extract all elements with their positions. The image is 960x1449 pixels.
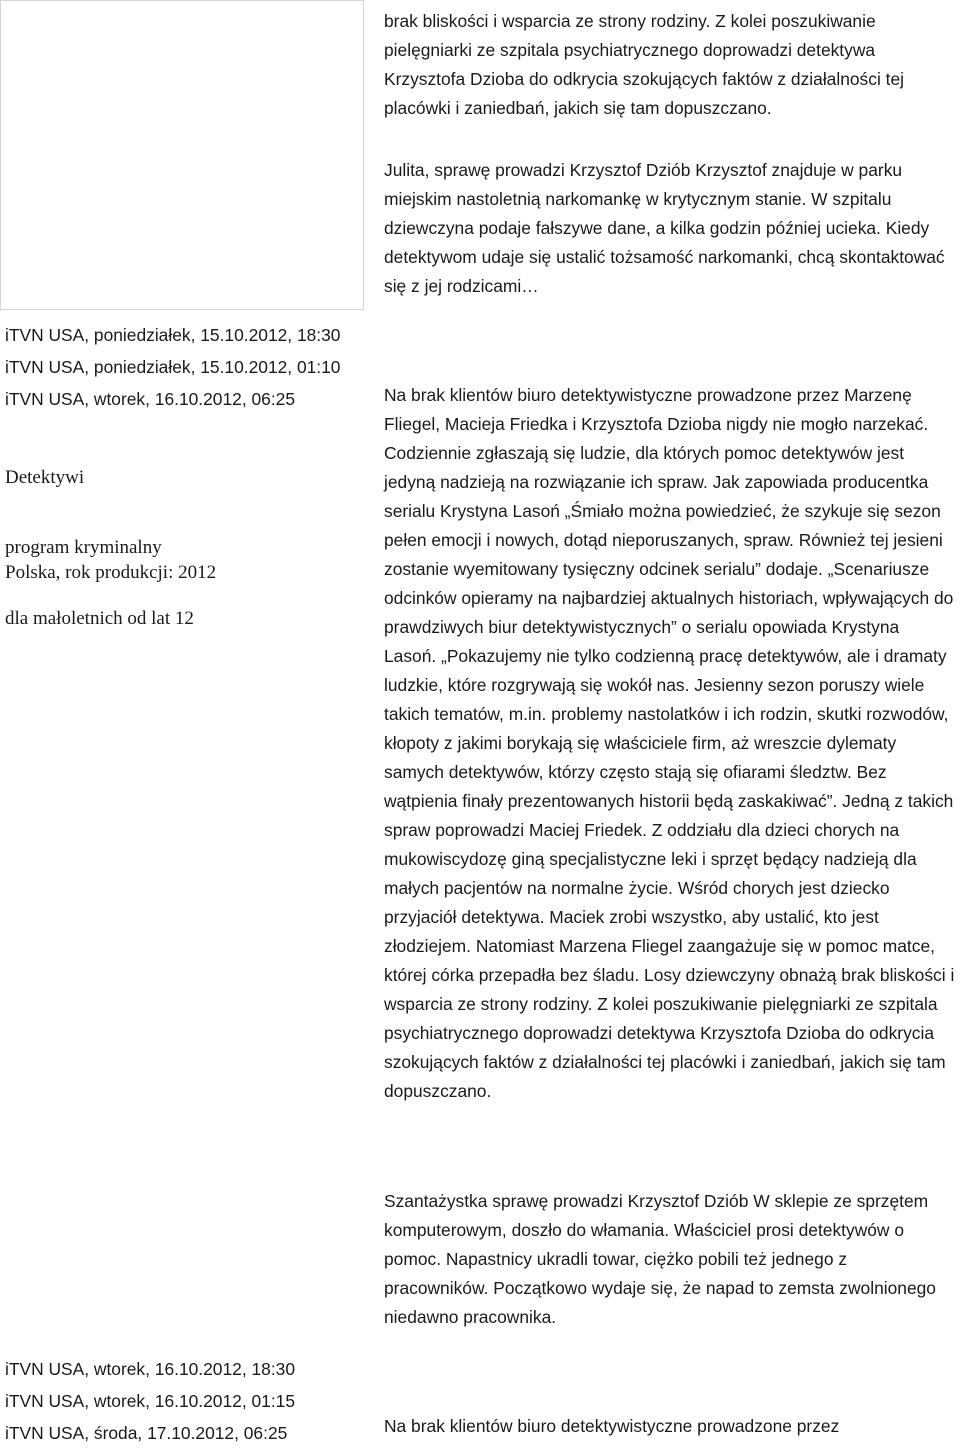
broadcast-schedule [5,319,365,415]
program-genre: program kryminalny [5,537,162,558]
program-thumbnail [0,0,364,310]
program-origin: Polska, rok produkcji: 2012 [5,562,217,583]
schedule-entry: iTVN USA, poniedziałek, 15.10.2012, 18:30 [5,325,341,345]
episode-description-julita: Julita, sprawę prowadzi Krzysztof Dziób Krzysztof znajduje w parku miejskim nastoletnią narkomankę w krytycznym stanie. W szpitalu dziewczyna podaje fałszywe dane, a kilka godzin później ucieka. Kiedy detektywom udaje się ustalić tożsamość narkomanki, chcą skontaktować się z jej rodzicami… [384,160,945,296]
schedule-entry: iTVN USA, wtorek, 16.10.2012, 06:25 [5,389,296,409]
schedule-entry: iTVN USA, wtorek, 16.10.2012, 18:30 [5,1359,296,1379]
schedule-entry: iTVN USA, środa, 17.10.2012, 06:25 [5,1423,288,1443]
program-description: Na brak klientów biuro detektywistyczne prowadzone przez Marzenę Fliegel, Macieja Friedka i Krzysztofa Dzioba nigdy nie mogło narzekać. Codziennie zgłaszają się ludzie, dla których pomoc detektywów jest jedyną nadzieją na rozwiązanie ich spraw. Jak zapowiada producentka serialu Krystyna Lasoń „Śmiało można powiedzieć, że szykuje się sezon pełen emocji i nowych, dotąd nieporuszanych, spraw. Również tej jesieni zostanie wyemitowany tysięczny odcinek serialu” dodaje. „Scenariusze odcinków opieramy na najbardziej aktualnych historiach, wpływających do prawdziwych biur detektywistycznych” o serialu opowiada Krystyna Lasoń. „Pokazujemy nie tylko codzienną pracę detektywów, ale i dramaty ludzkie, które rozgrywają się wokół nas. Jesienny sezon poruszy wiele takich tematów, m.in. problemy nastolatków i ich rodzin, skutki rozwodów, kłopoty z jakimi borykają się właściciele firm, aż wreszcie dylematy samych detektywów, którzy często stają się ofiarami śledztw. Bez wątpienia finały prezentowanych historii będą zaskakiwać”. Jedną z takich spraw poprowadzi Maciej Friedek. Z oddziału dla dzieci chorych na mukowiscydozę giną specjalistyczne leki i sprzęt będący nadzieją dla małych pacjentów na normalne życie. Wśród chorych jest dziecko przyjaciół detektywa. Maciek zrobi wszystko, aby ustalić, kto jest złodziejem. Natomiast Marzena Fliegel zaangażuje się w pomoc matce, której córka przepadła bez śladu. Losy dziewczyny obnażą brak bliskości i wsparcia ze strony rodziny. Z kolei poszukiwanie pielęgniarki ze szpitala psychiatrycznego doprowadzi detektywa Krzysztofa Dzioba do odkrycia szokujących faktów z działalności tej placówki i zaniedbań, jakich się tam dopuszczano. [384,385,955,1101]
episode-description-szantazystka: Szantażystka sprawę prowadzi Krzysztof Dziób W sklepie ze sprzętem komputerowym, doszło do włamania. Właściciel prosi detektywów o pomoc. Napastnicy ukradli towar, ciężko pobili też jednego z pracowników. Początkowo wydaje się, że napad to zemsta zwolnionego niedawno pracownika. [384,1191,936,1327]
broadcast-schedule [5,1353,365,1449]
episode-description-continued: brak bliskości i wsparcia ze strony rodziny. Z kolei poszukiwanie pielęgniarki ze szpitala psychiatrycznego doprowadzi detektywa Krzysztofa Dzioba do odkrycia szokujących faktów z działalności tej placówki i zaniedbań, jakich się tam dopuszczano. [384,11,905,118]
schedule-entry: iTVN USA, poniedziałek, 15.10.2012, 01:10 [5,357,341,377]
age-rating: dla małoletnich od lat 12 [5,608,194,629]
schedule-entry: iTVN USA, wtorek, 16.10.2012, 01:15 [5,1391,296,1411]
program-description-next: Na brak klientów biuro detektywistyczne prowadzone przez [384,1416,840,1436]
program-title: Detektywi [5,467,85,488]
